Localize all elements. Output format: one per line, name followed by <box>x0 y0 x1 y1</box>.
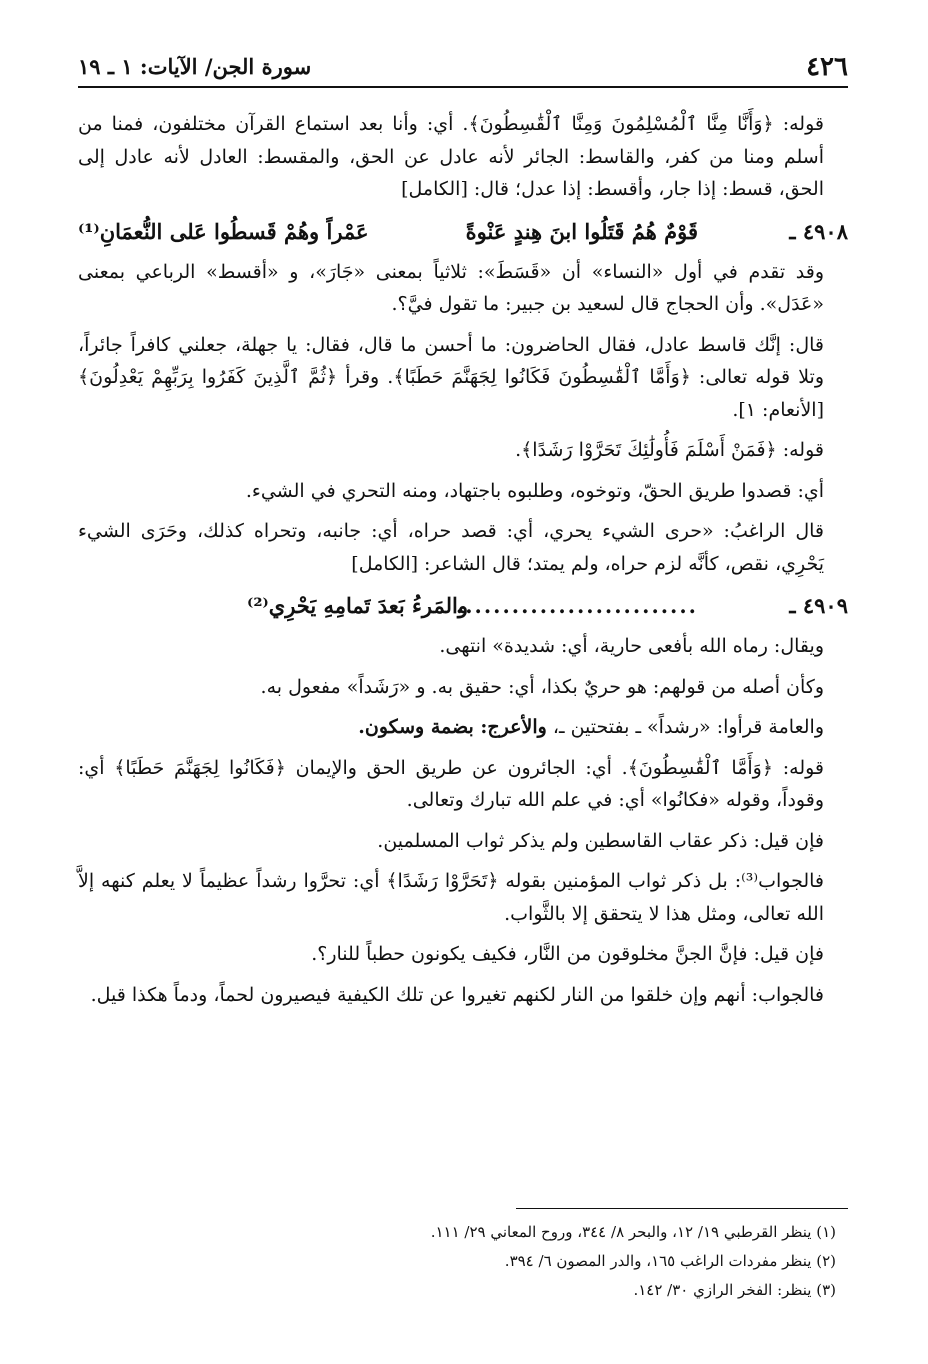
paragraph: قوله: ﴿وَأَنَّا مِنَّا ٱلْمُسْلِمُونَ وَمِنَّا ٱلْقَٰسِطُونَ﴾. أي: وأنا بعد استماع القرآن مختلفون، فمنا من أسلم ومنا من كفر، والقاسط: الجائر لأنه عادل عن الحق، والمقسط: العادل لأنه عادل إلى الحق، قسط: إذا جار، وأقسط: إذا عدل؛ قال: [الكامل] <box>78 113 824 200</box>
paragraph: فإن قيل: ذكر عقاب القاسطين ولم يذكر ثواب المسلمين. <box>377 829 824 852</box>
main-text <box>78 108 848 1011</box>
verse-4908 <box>78 212 848 252</box>
paragraph: ويقال: رماه الله بأفعى حارية، أي: شديدة» انتهى. <box>439 635 824 657</box>
paragraph: وكأن أصله من قولهم: هو حريٌ بكذا، أي: حقيق به. و «رَشَداً» مفعول به. <box>260 675 824 698</box>
paragraph: فالجواب: أنهم وإن خلقوا من النار لكنهم تغيروا عن تلك الكيفية فيصيرون لحماً، ودماً هكذا قيل. <box>90 983 824 1006</box>
paragraph: قوله: ﴿فَمَنْ أَسْلَمَ فَأُولَٰئِكَ تَحَرَّوْا رَشَدًا﴾. <box>515 439 824 461</box>
verse-hemistich-2: عَمْراً وهُمْ قَسطُوا عَلى النُّعمَانِ⁽¹⁾ <box>78 218 369 244</box>
paragraph: قال: إنَّك قاسط عادل، فقال الحاضرون: ما أحسن ما قال، فقال: يا جهلة، جعلني كافراً جائراً، وتلا قوله تعالى: ﴿وَأَمَّا ٱلْقَٰسِطُونَ فَكَانُوا لِجَهَنَّمَ حَطَبًا﴾. وقرأ ﴿ثُمَّ ٱلَّذِينَ كَفَرُوا بِرَبِّهِمْ يَعْدِلُونَ﴾ [الأنعام: ١]. <box>78 333 824 421</box>
reading-common: والعامة قرأوا: «رشداً» ـ بفتحتين ـ، <box>552 716 824 738</box>
header-rule <box>78 86 848 88</box>
footnote: (٢) ينظر مفردات الراغب ١٦٥، والدر المصون ٦/ ٣٩٤. <box>504 1252 836 1270</box>
paragraph: قال الراغبُ: «حرى الشيء يحري، أي: قصد حراه، أي: جانبه، وتحراه كذلك، وحَرَى الشيء يَحْرِي، نقص، كأنَّه لزم حراه، ولم يمتد؛ قال الشاعر: [الكامل] <box>78 520 824 575</box>
verse-hemistich-1: قَوْمٌ هُمُ قَتَلُوا ابنَ هِندٍ عَنْوةً <box>465 218 698 244</box>
paragraph: أي: قصدوا طريق الحقّ، وتوخوه، وطلبوه باجتهاد، ومنه التحري في الشيء. <box>245 479 824 502</box>
verse-hemistich-2: والمَرءُ بَعدَ تَمامِهِ يَحْرِي⁽²⁾ <box>247 593 468 618</box>
verse-4909 <box>78 586 848 626</box>
footnote-rule <box>516 1208 848 1209</box>
reading-alaraj: والأعرج: بضمة وسكون. <box>358 716 547 738</box>
footnotes <box>78 1218 848 1305</box>
paragraph: فالجواب⁽³⁾: بل ذكر ثواب المؤمنين بقوله ﴿تَحَرَّوْا رَشَدًا﴾ أي: تحرَّوا رشداً عظيماً لا يعلم كنهه إلاَّ الله تعالى، ومثل هذا لا يتحقق إلا بالثَّواب. <box>78 870 824 925</box>
paragraph: فإن قيل: فإنَّ الجنَّ مخلوقون من النَّار، فكيف يكونون حطباً للنار؟. <box>311 943 824 965</box>
verse-number: ٤٩٠٨ ـ <box>789 218 848 244</box>
paragraph <box>78 711 848 744</box>
paragraph: وقد تقدم في أول «النساء» أن «قَسَطَ»: ثلاثياً بمعنى «جَارَ»، و «أقسط» الرباعي بمعنى «عَدَل». وأن الحجاج قال لسعيد بن جبير: ما تقول فيَّ؟. <box>78 260 824 315</box>
running-header <box>78 48 848 88</box>
footnote: (٣) ينظر: الفخر الرازي ٣٠/ ١٤٢. <box>633 1281 836 1299</box>
header-title: سورة الجن/ الآيات: ١ ـ ١٩ <box>78 54 312 79</box>
verse-number: ٤٩٠٩ ـ <box>789 593 848 618</box>
paragraph: قوله: ﴿وَأَمَّا ٱلْقَٰسِطُونَ﴾. أي: الجائرون عن طريق الحق والإيمان ﴿فَكَانُوا لِجَهَنَّمَ حَطَبًا﴾ أي: وقوداً، وقوله «فكانُوا» أي: في علم الله تبارك وتعالى. <box>78 756 824 811</box>
page-number: ٤٢٦ <box>806 52 848 82</box>
verse-ellipsis: .......................... <box>455 593 698 618</box>
footnote: (١) ينظر القرطبي ١٩/ ١٢، والبحر ٨/ ٣٤٤، وروح المعاني ٢٩/ ١١١. <box>430 1223 836 1241</box>
